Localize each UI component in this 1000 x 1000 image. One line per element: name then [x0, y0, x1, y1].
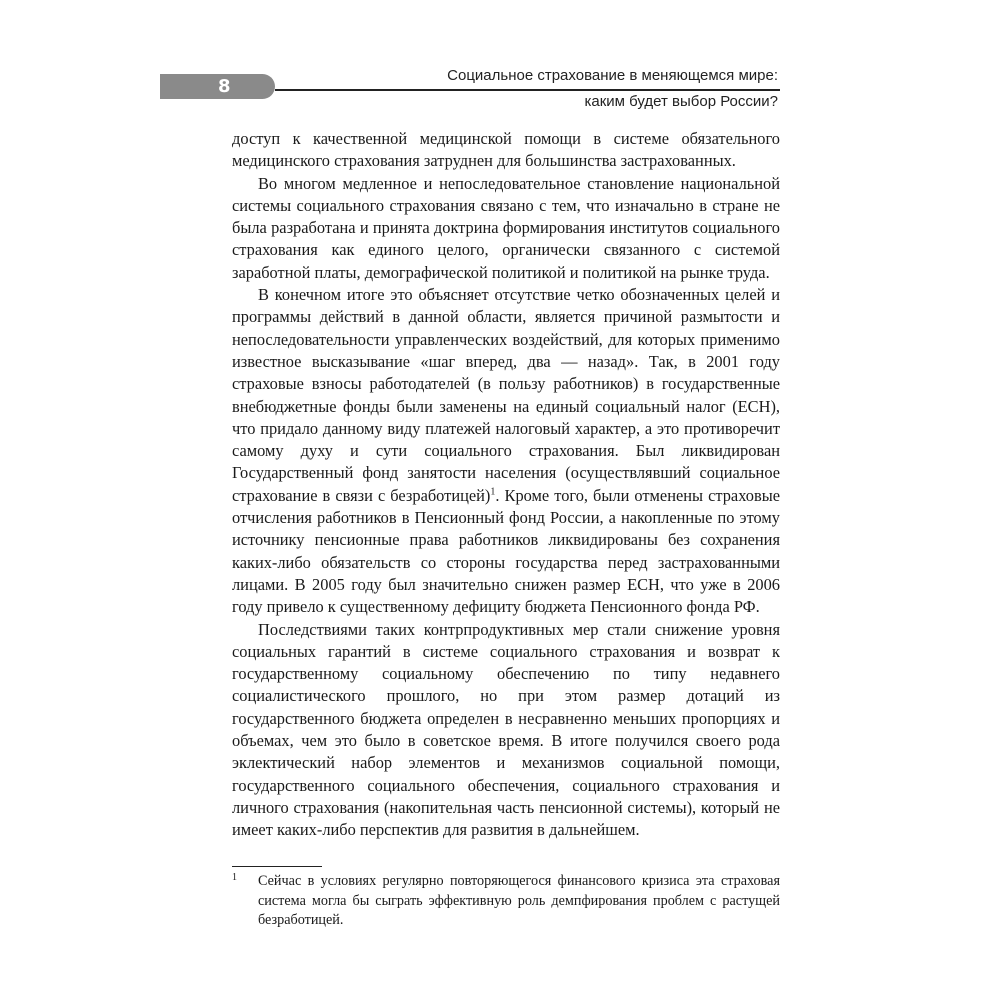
paragraph-1: доступ к качественной медицинской помощи в системе обязательного медицинского страхования затруднен для большинства застрахованных. [232, 129, 780, 171]
paragraph-2: Во многом медленное и непоследовательное становление национальной системы социального страхования связано с тем, что изначально в стране не была разработана и принята доктрина формирования институтов социального страхования как единого целого, органически связанного с системой заработной платы, демографической политикой и политикой на рынке труда. [232, 173, 780, 282]
page-number: 8 [218, 76, 231, 97]
footnote-text: Сейчас в условиях регулярно повторяющегося финансового кризиса эта страховая система могла бы сыграть эффективную роль демпфирования проблем с растущей безработицей. [258, 873, 780, 928]
paragraph-3 [232, 284, 780, 618]
footnote [232, 872, 780, 931]
header-rule [275, 89, 780, 91]
footnote-mark: 1 [232, 872, 237, 883]
footnote-reference: 1 [490, 486, 496, 498]
footnote-rule [232, 866, 322, 867]
running-header-line-1: Социальное страхование в меняющемся мире: [447, 67, 778, 84]
body-text [232, 128, 780, 842]
paragraph-3-part-2: . Кроме того, были отменены страховые отчисления работников в Пенсионный фонд России, а накопленные по этому источнику пенсионные права работников ликвидированы без сохранения каких-либо обязательств со стороны государства перед застрахованными лицами. В 2005 году был значительно снижен размер ЕСН, что уже в 2006 году привело к существенному дефициту бюджета Пенсионного фонда РФ. [232, 485, 780, 617]
running-header-line-2: каким будет выбор России? [584, 93, 778, 110]
paragraph-4: Последствиями таких контрпродуктивных мер стали снижение уровня социальных гарантий в системе социального страхования и возврат к государственному социальному обеспечению по типу недавнего социалистического прошлого, но при этом размер дотаций из государственного бюджета определен в несравненно меньших пропорциях и объемах, чем это было в советское время. В итоге получился своего рода эклектический набор элементов и механизмов социальной помощи, государственного социального обеспечения, социального страхования и личного страхования (накопительная часть пенсионной системы), который не имеет каких-либо перспектив для развития в дальнейшем. [232, 619, 780, 840]
paragraph-3-part-1: В конечном итоге это объясняет отсутствие четко обозначенных целей и программы действий в данной области, является причиной размытости и непоследовательности управленческих воздействий, для которых применимо известное высказывание «шаг вперед, два — назад». Так, в 2001 году страховые взносы работодателей (в пользу работников) в государственные внебюджетные фонды были заменены на единый социальный налог (ЕСН), что придало данному виду платежей налоговый характер, а это противоречит самому духу и сути социального страхования. Был ликвидирован Государственный фонд занятости населения (осуществлявший социальное страхование в связи с безработицей) [232, 285, 780, 505]
